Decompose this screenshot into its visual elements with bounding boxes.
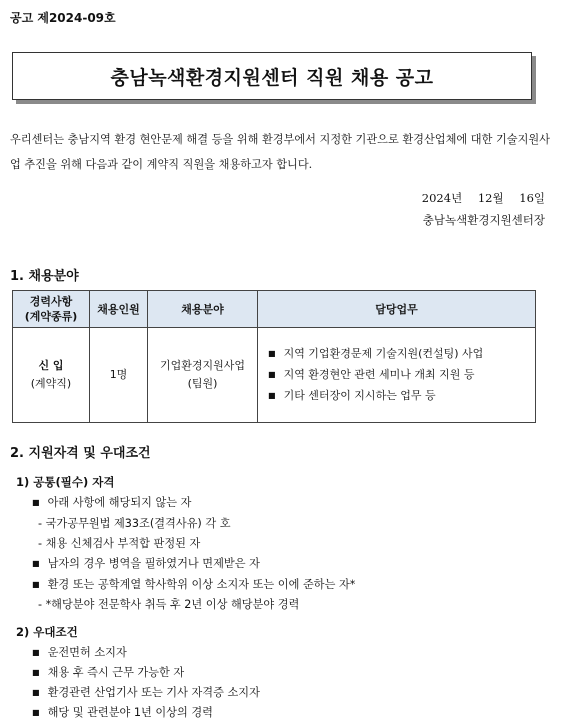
title-box [12,52,532,100]
subsection-2-title: 2) 우대조건 [16,625,78,639]
list-item: ■ 채용 후 즉시 근무 가능한 자 [32,664,184,680]
list-item: - *해당분야 전문학사 취득 후 2년 이상 해당분야 경력 [38,598,300,611]
list-item: ■ 해당 및 관련분야 1년 이상의 경력 [32,704,213,720]
issue-date [410,187,545,209]
list-item: ■ 남자의 경우 병역을 필하였거나 면제받은 자 [32,555,260,571]
list-item: - 국가공무원법 제33조(결격사유) 각 호 [38,517,231,530]
table-header-row [13,291,536,328]
section-1-title: 1. 채용분야 [10,269,79,284]
header-field: 채용분야 [148,291,258,328]
date-day: 16일 [519,191,545,205]
duty-item: ■ 지역 기업환경문제 기술지원(컨설팅) 사업 [268,344,534,365]
issuer: 충남녹색환경지원센터장 [422,213,545,227]
page-title: 충남녹색환경지원센터 직원 채용 공고 [110,66,434,89]
header-career: 경력사항 (계약종류) [13,291,90,328]
list-item: ■ 환경 또는 공학계열 학사학위 이상 소지자 또는 이에 준하는 자* [32,576,355,592]
list-item: ■ 아래 사항에 해당되지 않는 자 [32,494,191,510]
jobs-table [12,290,536,423]
table-row [13,328,536,423]
cell-field: 기업환경지원사업 (팀원) [148,328,258,423]
subsection-1-title: 1) 공통(필수) 자격 [16,475,115,489]
header-count: 채용인원 [90,291,148,328]
date-year: 2024년 [421,191,463,205]
header-duties: 담당업무 [258,291,536,328]
section-2-title: 2. 지원자격 및 우대조건 [10,446,151,461]
date-month: 12월 [477,191,504,205]
date-block [410,187,545,231]
intro-paragraph: 우리센터는 충남지역 환경 현안문제 해결 등을 위해 환경부에서 지정한 기관으로 환경산업체에 대한 기술지원사업 추진을 위해 다음과 같이 계약직 직원을 채용하고자 합니다. [10,133,550,171]
list-item: ■ 환경관련 산업기사 또는 기사 자격증 소지자 [32,684,260,700]
duty-item: ■ 기타 센터장이 지시하는 업무 등 [268,386,534,407]
cell-career: 신 입 (계약직) [13,328,90,423]
list-item: ■ 운전면허 소지자 [32,644,127,660]
cell-count: 1명 [90,328,148,423]
duty-item: ■ 지역 환경현안 관련 세미나 개최 지원 등 [268,365,534,386]
cell-duties [258,328,536,423]
notice-number: 공고 제2024-09호 [10,11,116,25]
list-item: - 채용 신체검사 부적합 판정된 자 [38,537,201,550]
